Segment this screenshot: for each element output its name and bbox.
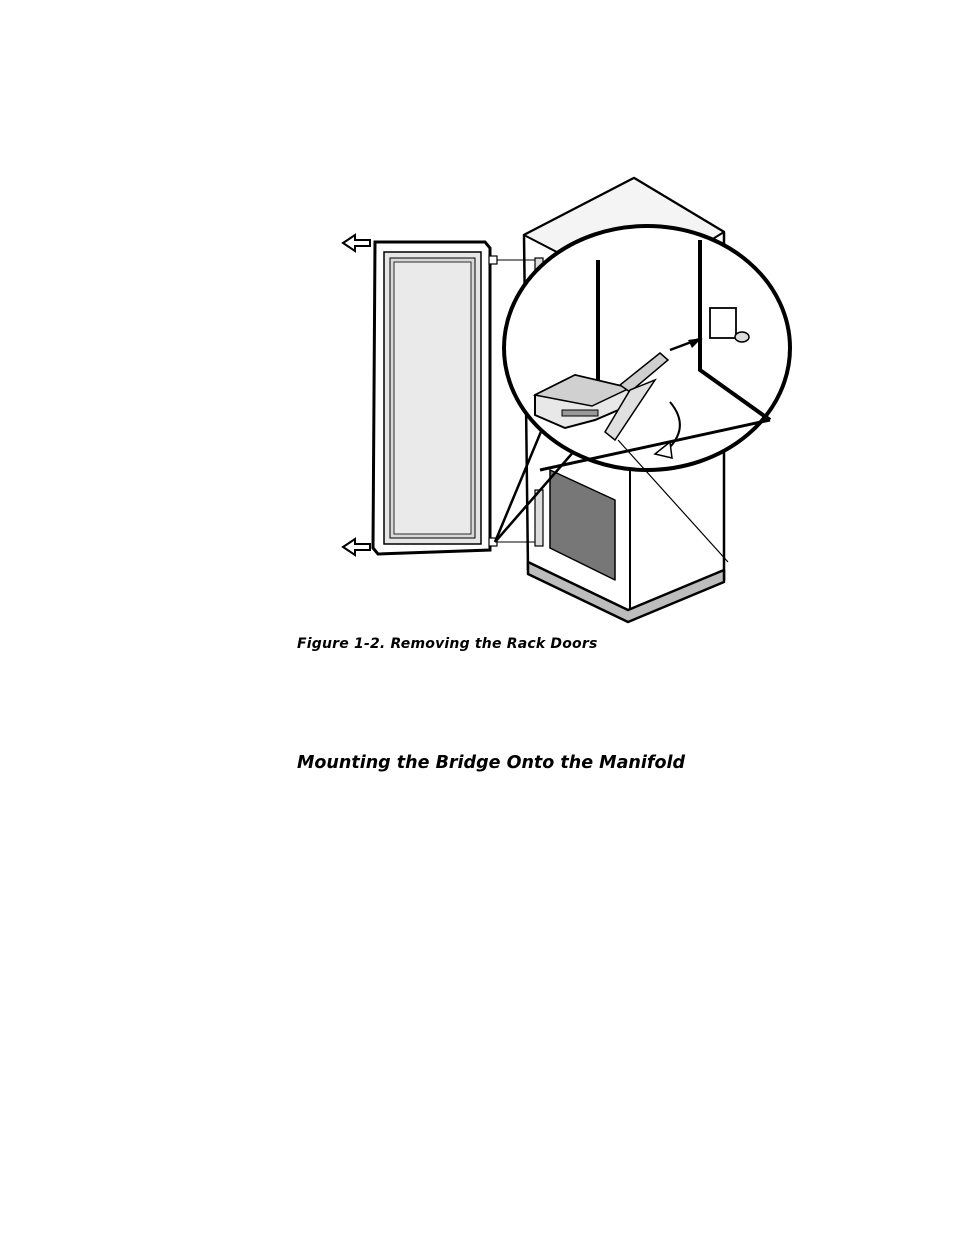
removal-arrow-top <box>343 235 370 251</box>
removal-arrow-bottom <box>343 539 370 555</box>
section-heading: Mounting the Bridge Onto the Manifold <box>297 753 686 773</box>
figure-caption: Figure 1-2. Removing the Rack Doors <box>297 636 598 652</box>
magnified-hinge-detail <box>504 226 790 470</box>
rack-door-figure <box>330 170 800 630</box>
rack-door-removal-illustration <box>330 170 800 630</box>
